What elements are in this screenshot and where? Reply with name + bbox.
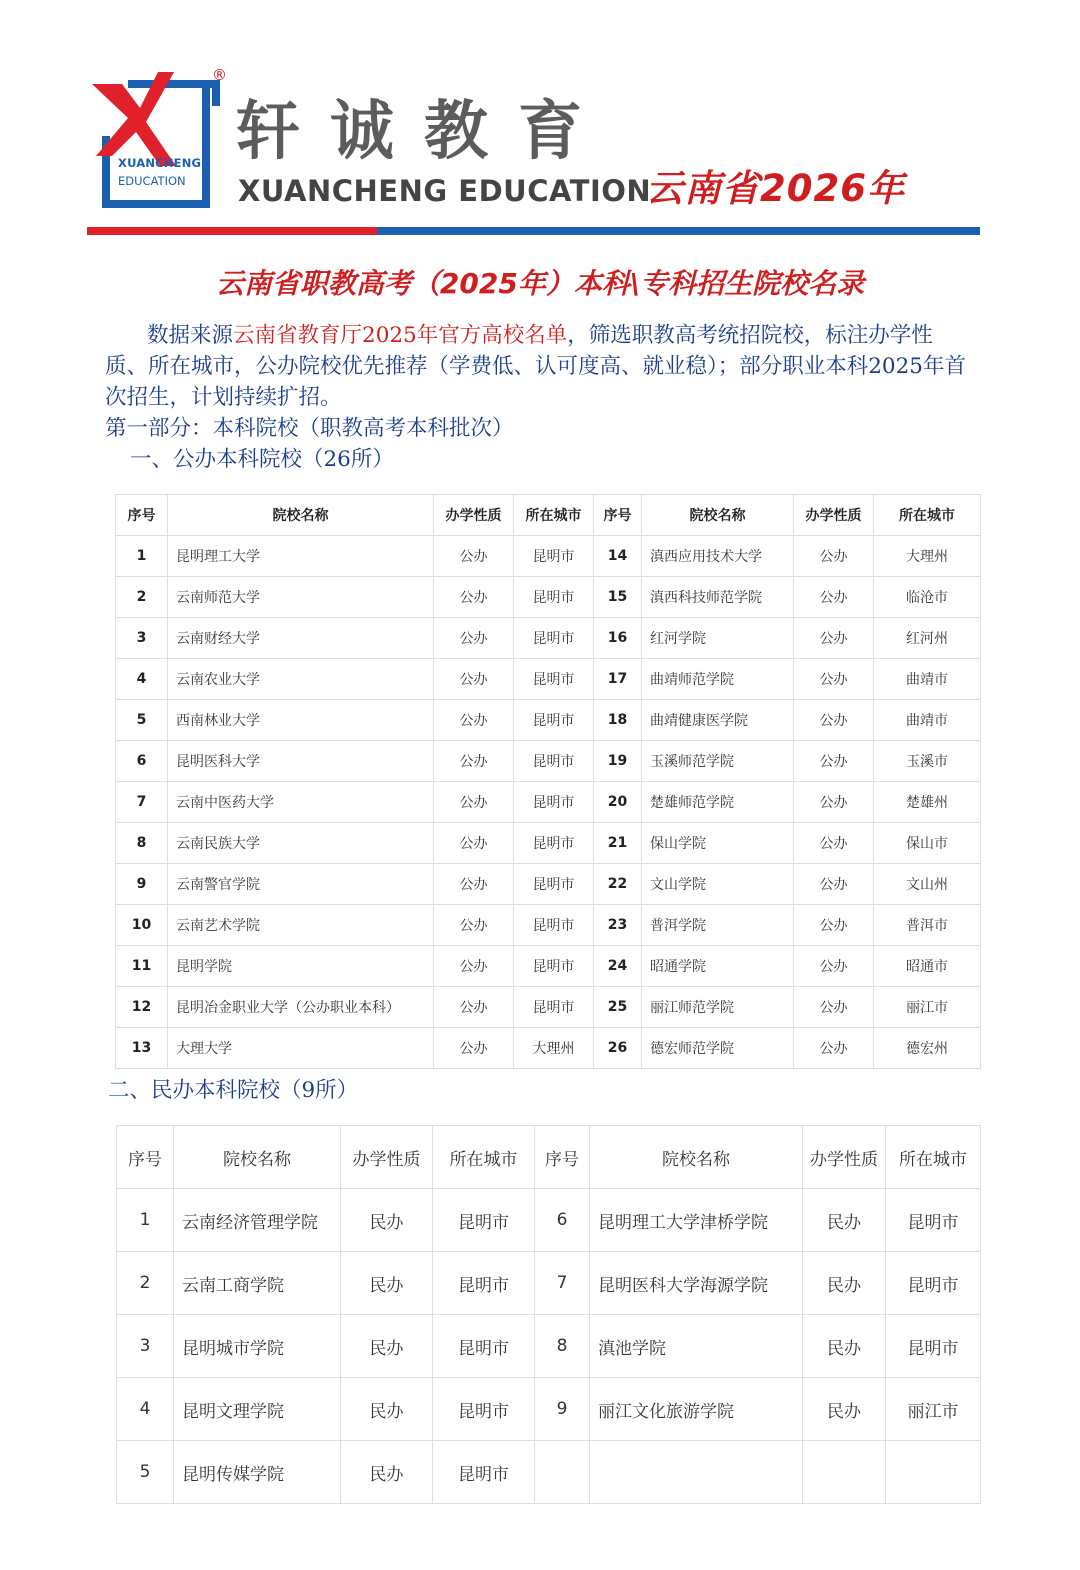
- city: 昆明市: [886, 1189, 981, 1252]
- city: 红河州: [874, 618, 981, 659]
- college-name: 云南艺术学院: [168, 905, 434, 946]
- intro-source: 云南省教育厅2025年官方高校名单: [233, 323, 568, 348]
- school-type: 公办: [794, 1028, 874, 1069]
- city: 昆明市: [433, 1252, 535, 1315]
- header-divider-blue: [377, 227, 980, 235]
- college-name: 滇西应用技术大学: [642, 536, 794, 577]
- college-name: 昭通学院: [642, 946, 794, 987]
- school-type: 民办: [803, 1315, 886, 1378]
- row-index: 14: [594, 536, 642, 577]
- column-header: 办学性质: [803, 1126, 886, 1189]
- year-slogan: 云南省2026年: [646, 167, 905, 210]
- college-name: 昆明理工大学津桥学院: [590, 1189, 803, 1252]
- row-index: 7: [535, 1252, 590, 1315]
- table-row: [117, 1441, 981, 1504]
- row-index: 17: [594, 659, 642, 700]
- college-name: 玉溪师范学院: [642, 741, 794, 782]
- row-index: 1: [116, 536, 168, 577]
- school-type: 公办: [794, 618, 874, 659]
- school-type: 公办: [434, 946, 514, 987]
- school-type: 公办: [434, 823, 514, 864]
- table-row: [116, 823, 981, 864]
- logo-text-xuancheng: XUANCHENG: [118, 156, 202, 170]
- table-row: [116, 782, 981, 823]
- section1-heading: 一、公办本科院校（26所）: [130, 447, 394, 472]
- row-index: 4: [117, 1378, 174, 1441]
- column-header: 院校名称: [590, 1126, 803, 1189]
- school-type: 公办: [794, 659, 874, 700]
- city: 昆明市: [514, 946, 594, 987]
- intro-paragraph: [105, 320, 975, 413]
- table-row: [116, 741, 981, 782]
- private-colleges-table: [116, 1125, 981, 1504]
- table-row: [117, 1315, 981, 1378]
- table-row: [116, 700, 981, 741]
- row-index: 21: [594, 823, 642, 864]
- college-name: 文山学院: [642, 864, 794, 905]
- city: 昆明市: [433, 1378, 535, 1441]
- column-header: 所在城市: [886, 1126, 981, 1189]
- column-header: 序号: [116, 495, 168, 536]
- city: 临沧市: [874, 577, 981, 618]
- city: 昆明市: [514, 782, 594, 823]
- city: 昆明市: [514, 577, 594, 618]
- college-name: 昆明冶金职业大学（公办职业本科）: [168, 987, 434, 1028]
- column-header: 序号: [117, 1126, 174, 1189]
- city: 昆明市: [514, 864, 594, 905]
- school-type: [803, 1441, 886, 1504]
- city: 文山州: [874, 864, 981, 905]
- row-index: 15: [594, 577, 642, 618]
- college-name: 昆明城市学院: [174, 1315, 341, 1378]
- school-type: 民办: [341, 1315, 433, 1378]
- college-name: 昆明传媒学院: [174, 1441, 341, 1504]
- college-name: 云南师范大学: [168, 577, 434, 618]
- city: 昭通市: [874, 946, 981, 987]
- row-index: 23: [594, 905, 642, 946]
- xuancheng-logo: [88, 66, 222, 216]
- school-type: 公办: [434, 536, 514, 577]
- school-type: 公办: [434, 577, 514, 618]
- row-index: 5: [116, 700, 168, 741]
- column-header: 序号: [594, 495, 642, 536]
- row-index: 4: [116, 659, 168, 700]
- row-index: 6: [535, 1189, 590, 1252]
- college-name: [590, 1441, 803, 1504]
- document-title: 云南省职教高考（2025年）本科\专科招生院校名录: [215, 267, 865, 300]
- city: 昆明市: [514, 659, 594, 700]
- city: 保山市: [874, 823, 981, 864]
- logo-text-education: EDUCATION: [118, 174, 186, 188]
- school-type: 公办: [434, 905, 514, 946]
- column-header: 所在城市: [514, 495, 594, 536]
- college-name: 大理大学: [168, 1028, 434, 1069]
- part1-heading: 第一部分：本科院校（职教高考本科批次）: [105, 416, 514, 441]
- school-type: 公办: [434, 987, 514, 1028]
- school-type: 民办: [803, 1252, 886, 1315]
- city: 昆明市: [886, 1252, 981, 1315]
- row-index: 3: [116, 618, 168, 659]
- college-name: 云南中医药大学: [168, 782, 434, 823]
- section2-heading: 二、民办本科院校（9所）: [108, 1078, 359, 1103]
- city: 昆明市: [514, 618, 594, 659]
- school-type: 民办: [341, 1441, 433, 1504]
- city: 曲靖市: [874, 659, 981, 700]
- row-index: 10: [116, 905, 168, 946]
- school-type: 民办: [341, 1252, 433, 1315]
- school-type: 民办: [341, 1378, 433, 1441]
- city: 昆明市: [514, 536, 594, 577]
- row-index: 16: [594, 618, 642, 659]
- table-row: [117, 1378, 981, 1441]
- row-index: 26: [594, 1028, 642, 1069]
- school-type: 公办: [794, 905, 874, 946]
- row-index: 9: [116, 864, 168, 905]
- school-type: 公办: [434, 700, 514, 741]
- row-index: 1: [117, 1189, 174, 1252]
- header-divider-red: [87, 227, 377, 235]
- school-type: 公办: [434, 864, 514, 905]
- city: 昆明市: [886, 1315, 981, 1378]
- city: 昆明市: [433, 1315, 535, 1378]
- table-row: [116, 864, 981, 905]
- row-index: 12: [116, 987, 168, 1028]
- city: 昆明市: [514, 823, 594, 864]
- school-type: 公办: [794, 823, 874, 864]
- row-index: [535, 1441, 590, 1504]
- college-name: 云南警官学院: [168, 864, 434, 905]
- college-name: 红河学院: [642, 618, 794, 659]
- college-name: 昆明医科大学: [168, 741, 434, 782]
- row-index: 19: [594, 741, 642, 782]
- city: 丽江市: [874, 987, 981, 1028]
- school-type: 民办: [341, 1189, 433, 1252]
- city: 昆明市: [514, 905, 594, 946]
- row-index: 18: [594, 700, 642, 741]
- table-row: [116, 1028, 981, 1069]
- city: 玉溪市: [874, 741, 981, 782]
- college-name: 保山学院: [642, 823, 794, 864]
- table-header-row: [116, 495, 981, 536]
- college-name: 昆明医科大学海源学院: [590, 1252, 803, 1315]
- school-type: 民办: [803, 1378, 886, 1441]
- school-type: 公办: [794, 782, 874, 823]
- row-index: 5: [117, 1441, 174, 1504]
- table-row: [117, 1189, 981, 1252]
- city: 曲靖市: [874, 700, 981, 741]
- college-name: 云南财经大学: [168, 618, 434, 659]
- intro-rest: ，筛选职教高考统招院校，标注办学性质、所在城市，公办院校优先推荐（学费低、认可度高、就业稳）；部分职业本科2025年首次招生，计划持续扩招。: [105, 323, 966, 410]
- college-name: 云南经济管理学院: [174, 1189, 341, 1252]
- college-name: 丽江师范学院: [642, 987, 794, 1028]
- table-row: [116, 946, 981, 987]
- school-type: 公办: [434, 741, 514, 782]
- table-row: [117, 1252, 981, 1315]
- school-type: 公办: [794, 577, 874, 618]
- column-header: 序号: [535, 1126, 590, 1189]
- school-type: 公办: [794, 864, 874, 905]
- college-name: 昆明学院: [168, 946, 434, 987]
- column-header: 办学性质: [341, 1126, 433, 1189]
- city: 昆明市: [433, 1441, 535, 1504]
- row-index: 24: [594, 946, 642, 987]
- school-type: 公办: [794, 987, 874, 1028]
- table-row: [116, 987, 981, 1028]
- city: 普洱市: [874, 905, 981, 946]
- column-header: 所在城市: [433, 1126, 535, 1189]
- college-name: 滇池学院: [590, 1315, 803, 1378]
- college-name: 云南民族大学: [168, 823, 434, 864]
- column-header: 办学性质: [434, 495, 514, 536]
- city: 昆明市: [514, 741, 594, 782]
- school-type: 公办: [434, 782, 514, 823]
- row-index: 20: [594, 782, 642, 823]
- city: 昆明市: [514, 700, 594, 741]
- college-name: 西南林业大学: [168, 700, 434, 741]
- school-type: 公办: [794, 946, 874, 987]
- school-type: 公办: [794, 741, 874, 782]
- city: 昆明市: [514, 987, 594, 1028]
- college-name: 德宏师范学院: [642, 1028, 794, 1069]
- city: 大理州: [874, 536, 981, 577]
- school-type: 民办: [803, 1189, 886, 1252]
- brand-name-cn: 轩诚教育: [236, 95, 612, 169]
- public-colleges-table: [115, 494, 981, 1069]
- row-index: 22: [594, 864, 642, 905]
- college-name: 云南工商学院: [174, 1252, 341, 1315]
- brand-name-en: XUANCHENG EDUCATION: [238, 174, 652, 208]
- row-index: 8: [116, 823, 168, 864]
- column-header: 院校名称: [642, 495, 794, 536]
- college-name: 曲靖健康医学院: [642, 700, 794, 741]
- row-index: 9: [535, 1378, 590, 1441]
- row-index: 7: [116, 782, 168, 823]
- city: 德宏州: [874, 1028, 981, 1069]
- column-header: 院校名称: [168, 495, 434, 536]
- school-type: 公办: [434, 618, 514, 659]
- row-index: 13: [116, 1028, 168, 1069]
- row-index: 6: [116, 741, 168, 782]
- city: 昆明市: [433, 1189, 535, 1252]
- column-header: 所在城市: [874, 495, 981, 536]
- school-type: 公办: [434, 659, 514, 700]
- row-index: 2: [116, 577, 168, 618]
- college-name: 昆明理工大学: [168, 536, 434, 577]
- city: 楚雄州: [874, 782, 981, 823]
- row-index: 25: [594, 987, 642, 1028]
- table-row: [116, 577, 981, 618]
- row-index: 3: [117, 1315, 174, 1378]
- school-type: 公办: [434, 1028, 514, 1069]
- intro-lead: 数据来源: [147, 323, 234, 348]
- table-row: [116, 536, 981, 577]
- college-name: 云南农业大学: [168, 659, 434, 700]
- school-type: 公办: [794, 536, 874, 577]
- college-name: 普洱学院: [642, 905, 794, 946]
- city: [886, 1441, 981, 1504]
- registered-mark: ®: [212, 66, 227, 84]
- table-row: [116, 618, 981, 659]
- row-index: 2: [117, 1252, 174, 1315]
- table-row: [116, 905, 981, 946]
- column-header: 办学性质: [794, 495, 874, 536]
- city: 大理州: [514, 1028, 594, 1069]
- college-name: 丽江文化旅游学院: [590, 1378, 803, 1441]
- table-header-row: [117, 1126, 981, 1189]
- row-index: 8: [535, 1315, 590, 1378]
- college-name: 楚雄师范学院: [642, 782, 794, 823]
- row-index: 11: [116, 946, 168, 987]
- college-name: 曲靖师范学院: [642, 659, 794, 700]
- school-type: 公办: [794, 700, 874, 741]
- college-name: 昆明文理学院: [174, 1378, 341, 1441]
- city: 丽江市: [886, 1378, 981, 1441]
- college-name: 滇西科技师范学院: [642, 577, 794, 618]
- column-header: 院校名称: [174, 1126, 341, 1189]
- table-row: [116, 659, 981, 700]
